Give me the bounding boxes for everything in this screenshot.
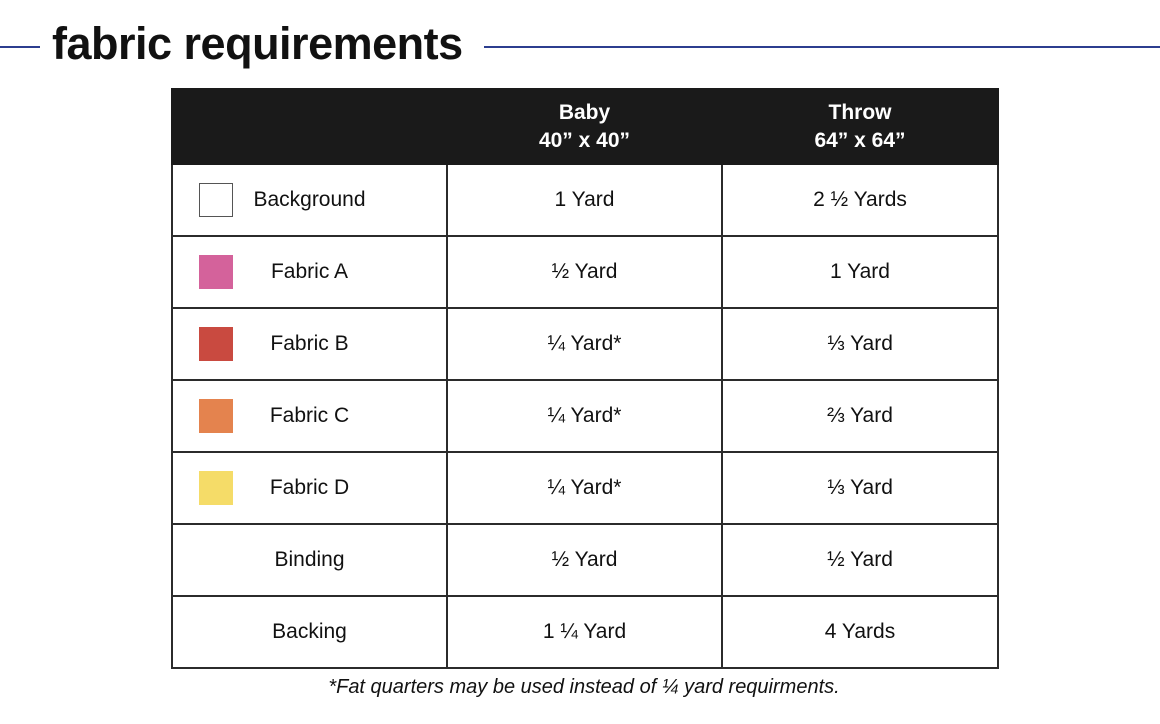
fabric-name: Fabric D [269,476,350,499]
fabric-name-cell [172,164,447,236]
fabric-c-swatch [199,399,233,433]
table-header-row [172,89,998,164]
fabric-name: Fabric B [270,332,349,355]
throw-amount: 4 Yards [722,596,998,668]
header-throw-size: 64” x 64” [814,128,906,152]
throw-amount: 2 ½ Yards [722,164,998,236]
footnote: *Fat quarters may be used instead of ¼ yard requirments. [328,676,840,698]
fabric-name: Binding [274,548,345,571]
fabric-name: Fabric A [270,260,349,283]
title-row [0,14,1160,74]
page-title: fabric requirements [52,18,463,69]
baby-amount: ¼ Yard* [447,452,722,524]
table-row [172,452,998,524]
fabric-name-cell [172,452,447,524]
fabric-b-swatch [199,327,233,361]
throw-amount: ⅔ Yard [722,380,998,452]
title-rule-right [484,46,1160,48]
fabric-d-swatch [199,471,233,505]
table-row [172,164,998,236]
table-row [172,524,998,596]
header-baby [447,89,722,164]
header-baby-size: 40” x 40” [538,128,631,152]
throw-amount: ½ Yard [722,524,998,596]
fabric-name-cell [172,380,447,452]
header-throw [722,89,998,164]
fabric-name-cell [172,236,447,308]
baby-amount: ½ Yard [447,236,722,308]
fabric-name: Backing [272,620,347,643]
header-throw-name: Throw [828,100,892,124]
title-rule-left [0,46,40,48]
table-row [172,596,998,668]
baby-amount: ¼ Yard* [447,308,722,380]
throw-amount: 1 Yard [722,236,998,308]
baby-amount: ¼ Yard* [447,380,722,452]
fabric-name: Background [253,188,366,211]
fabric-requirements-table [171,88,999,669]
throw-amount: ⅓ Yard [722,452,998,524]
fabric-name-cell [172,308,447,380]
fabric-name-cell [172,524,447,596]
table-row [172,236,998,308]
table-row [172,380,998,452]
baby-amount: ½ Yard [447,524,722,596]
throw-amount: ⅓ Yard [722,308,998,380]
background-swatch [199,183,233,217]
header-baby-name: Baby [558,100,611,124]
fabric-name-cell [172,596,447,668]
fabric-name: Fabric C [269,404,350,427]
baby-amount: 1 Yard [447,164,722,236]
fabric-a-swatch [199,255,233,289]
header-corner [172,89,447,164]
baby-amount: 1 ¼ Yard [447,596,722,668]
table-row [172,308,998,380]
